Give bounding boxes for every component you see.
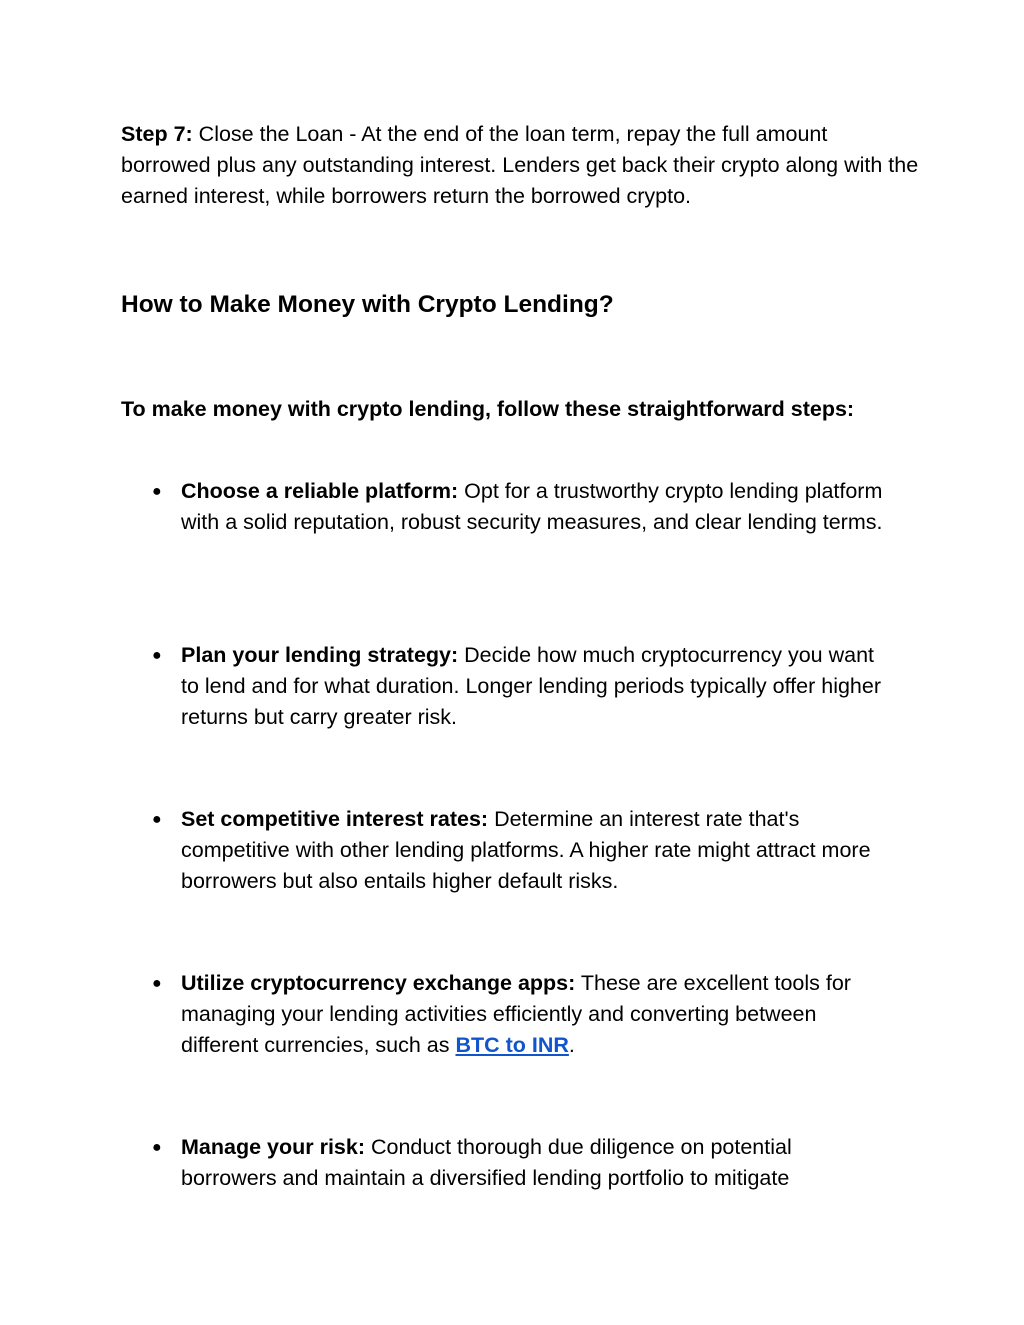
list-item-text	[181, 968, 892, 1061]
bullet-icon: ●	[152, 975, 162, 992]
list-item-suffix: .	[568, 1033, 575, 1057]
list-item-title: Manage your risk:	[181, 1135, 365, 1159]
list-item-body: These are excellent tools for managing your lending activities efficiently and converting between different currencies, such as	[181, 971, 851, 1057]
list-item-title: Set competitive interest rates:	[181, 807, 489, 831]
list-item-text	[181, 640, 892, 733]
list-item-body: Decide how much cryptocurrency you want to lend and for what duration. Longer lending periods typically offer higher returns but carry greater risk.	[181, 643, 881, 729]
list-item-text	[181, 804, 892, 897]
step-label: Step 7:	[121, 122, 193, 146]
list-item	[152, 1132, 892, 1194]
list-item-body: Conduct thorough due diligence on potential borrowers and maintain a diversified lending portfolio to mitigate	[181, 1135, 792, 1190]
list-item	[152, 968, 892, 1061]
list-item-text	[181, 1132, 892, 1194]
list-item	[152, 804, 892, 897]
section-heading: How to Make Money with Crypto Lending?	[121, 291, 614, 318]
list-item-title: Utilize cryptocurrency exchange apps:	[181, 971, 576, 995]
list-item	[152, 640, 892, 733]
list-item-body: Opt for a trustworthy crypto lending platform with a solid reputation, robust security measures, and clear lending terms.	[181, 479, 883, 534]
list-item-body: Determine an interest rate that's competitive with other lending platforms. A higher rate might attract more borrowers but also entails higher default risks.	[181, 807, 871, 893]
intro-paragraph: To make money with crypto lending, follow these straightforward steps:	[121, 397, 855, 421]
bullet-icon: ●	[152, 483, 162, 500]
btc-to-inr-link[interactable]: BTC to INR	[455, 1033, 569, 1057]
list-item-title: Plan your lending strategy:	[181, 643, 459, 667]
bullet-icon: ●	[152, 647, 162, 664]
step-7-paragraph	[121, 119, 921, 212]
bullet-icon: ●	[152, 1139, 162, 1156]
list-item-text	[181, 476, 892, 538]
list-item	[152, 476, 892, 538]
list-item-title: Choose a reliable platform:	[181, 479, 459, 503]
step-text: Close the Loan - At the end of the loan term, repay the full amount borrowed plus any outstanding interest. Lenders get back their crypto along with the earned interest, while borrowers return the borrowed crypto.	[121, 122, 919, 208]
bullet-icon: ●	[152, 811, 162, 828]
